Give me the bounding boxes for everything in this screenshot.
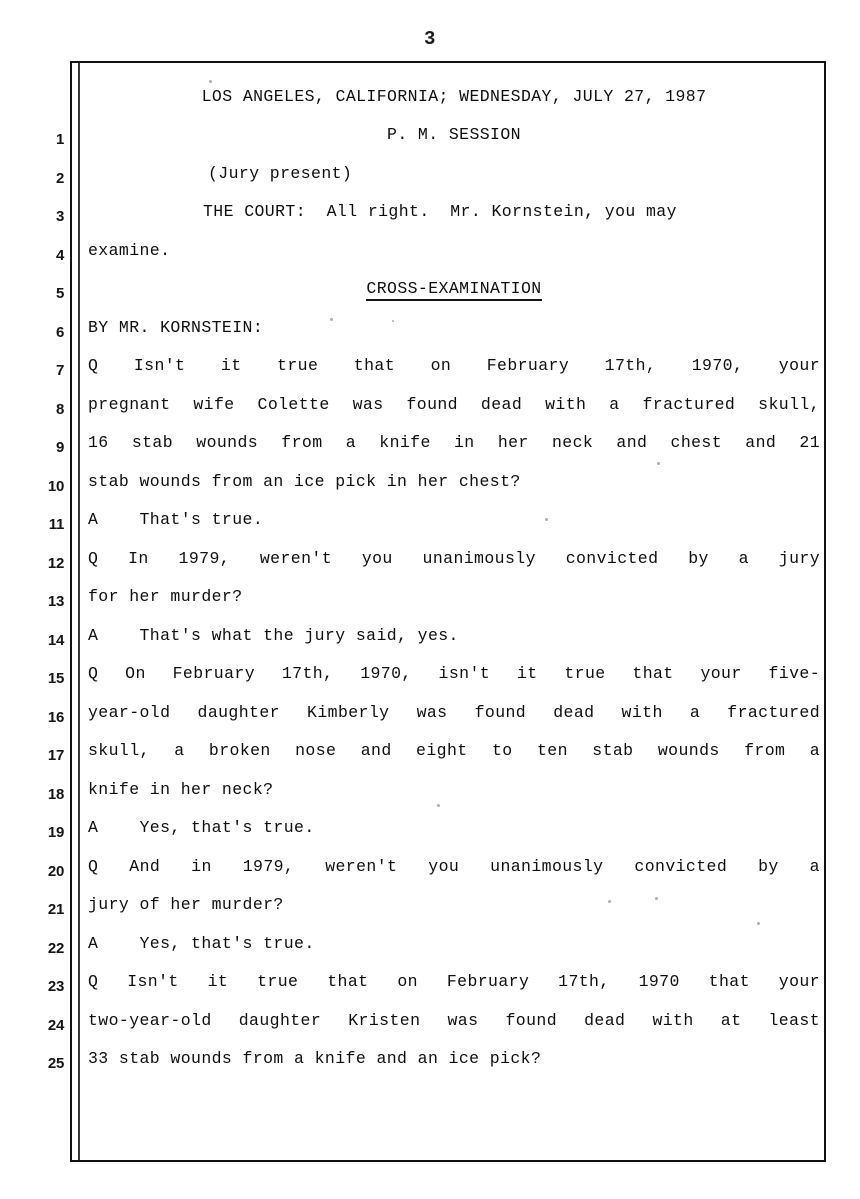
line-number-6: 6 [55,323,64,341]
scan-speck [657,462,660,465]
line-number-3: 3 [55,208,64,225]
transcript-line-6: BY MR. KORNSTEIN: [88,317,264,337]
scan-speck [757,922,760,925]
transcript-line-20: Q And in 1979, weren't you unanimously convicted by a [88,856,820,876]
line-number-14: 14 [47,631,64,649]
line-number-17: 17 [47,747,64,764]
transcript-line-14: A That's what the jury said, yes. [88,625,459,645]
scan-speck [655,897,658,900]
transcript-line-11: A That's true. [88,510,264,529]
line-number-22: 22 [47,939,64,957]
transcript-line-8: pregnant wife Colette was found dead with a fractured skull, [88,394,820,414]
line-number-rule [78,63,80,1160]
transcript-line-15: Q On February 17th, 1970, isn't it true that your five- [88,664,820,683]
line-number-7: 7 [55,362,64,379]
scan-speck [608,900,611,903]
line-number-1: 1 [55,131,64,148]
transcript-line-5 [88,279,820,299]
line-number-4: 4 [55,246,64,264]
transcript-line-23: Q Isn't it true that on February 17th, 1970 that your [88,972,820,991]
transcript-line-4: examine. [88,240,171,260]
line-number-25: 25 [47,1055,64,1072]
transcript-line-21: jury of her murder? [88,895,284,914]
transcript-body [88,61,820,1162]
line-number-19: 19 [47,824,64,841]
line-number-8: 8 [55,400,64,418]
line-number-13: 13 [47,593,64,610]
line-number-5: 5 [55,285,64,302]
scan-speck [209,80,212,83]
cross-examination-heading: CROSS-EXAMINATION [366,279,541,301]
line-number-15: 15 [47,670,64,687]
scan-speck [437,804,440,807]
transcript-line-16: year-old daughter Kimberly was found dead with a fractured [88,702,820,722]
line-number-2: 2 [55,169,64,187]
scan-speck [545,518,548,521]
line-number-gutter [20,61,64,1162]
line-number-20: 20 [47,862,64,880]
page-number: 3 [424,28,436,50]
transcript-line-9: 16 stab wounds from a knife in her neck and chest and 21 [88,433,820,452]
transcript-line-19: A Yes, that's true. [88,818,315,837]
line-number-12: 12 [47,554,64,572]
transcript-line-25: 33 stab wounds from a knife and an ice pick? [88,1049,542,1068]
transcript-line-22: A Yes, that's true. [88,933,315,953]
scan-speck [392,320,394,322]
transcript-line-17: skull, a broken nose and eight to ten stab wounds from a [88,741,820,760]
line-number-23: 23 [47,978,64,995]
line-number-24: 24 [47,1016,64,1034]
transcript-line-24: two-year-old daughter Kristen was found dead with at least [88,1010,820,1030]
transcript-line-12: Q In 1979, weren't you unanimously convicted by a jury [88,548,820,568]
scan-speck [330,318,333,321]
transcript-line-7: Q Isn't it true that on February 17th, 1970, your [88,356,820,375]
line-number-18: 18 [47,785,64,803]
transcript-line-3: THE COURT: All right. Mr. Kornstein, you may [203,202,677,221]
line-number-10: 10 [47,477,64,495]
line-number-21: 21 [47,901,64,918]
transcript-line-10: stab wounds from an ice pick in her chest? [88,471,521,491]
line-number-16: 16 [47,708,64,726]
hearing-date-header: LOS ANGELES, CALIFORNIA; WEDNESDAY, JULY 27, 1987 [201,87,707,106]
line-number-11: 11 [48,516,64,533]
transcript-line-2: (Jury present) [208,163,353,183]
transcript-line-18: knife in her neck? [88,779,274,799]
transcript-line-1: P. M. SESSION [387,125,521,144]
transcript-line-13: for her murder? [88,587,243,606]
line-number-9: 9 [55,439,64,456]
